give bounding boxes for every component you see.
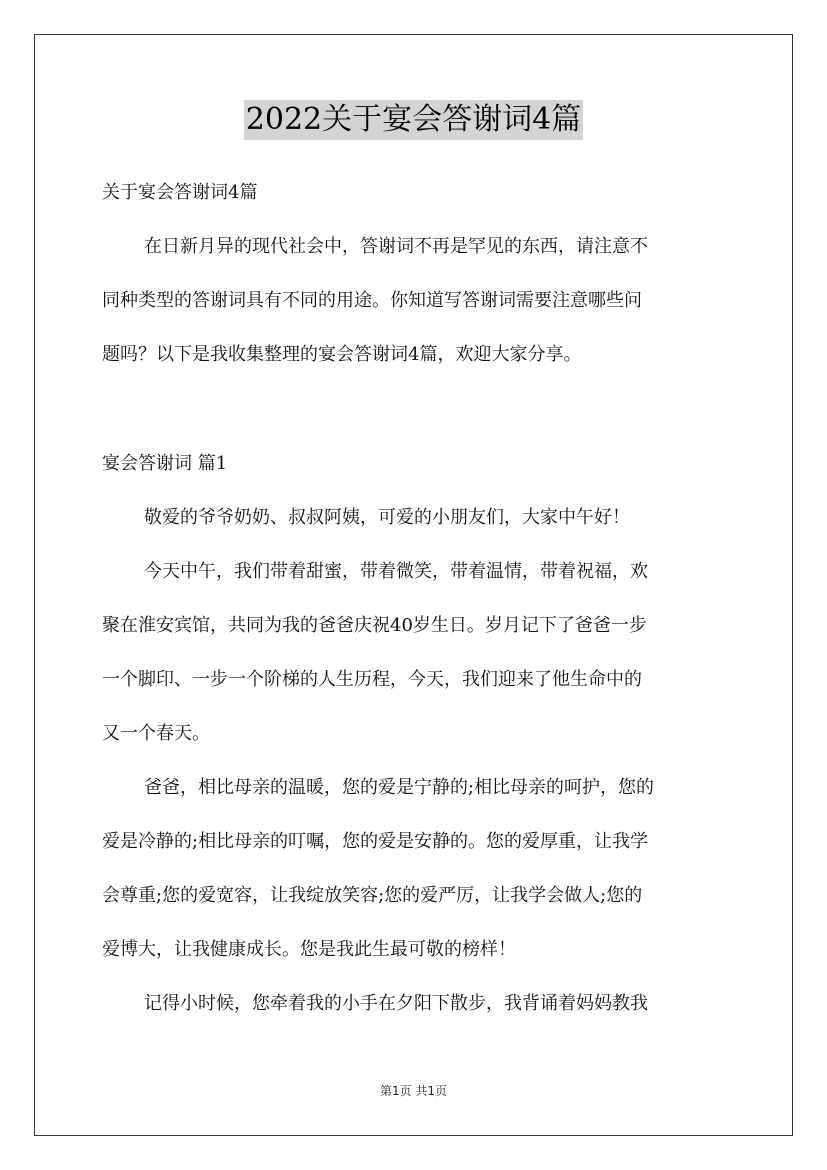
document-body <box>102 166 728 220</box>
greeting: 敬爱的爷爷奶奶、叔叔阿姨，可爱的小朋友们，大家中午好！ <box>144 507 630 528</box>
title-block <box>0 100 827 140</box>
section-heading: 宴会答谢词 篇1 <box>102 453 228 474</box>
intro-line: 题吗？以下是我收集整理的宴会答谢词4篇，欢迎大家分享。 <box>102 344 582 365</box>
paragraph-line: 又一个春天。 <box>102 723 210 744</box>
document-title: 2022关于宴会答谢词4篇 <box>244 100 583 140</box>
paragraph-line: 一个脚印、一步一个阶梯的人生历程，今天，我们迎来了他生命中的 <box>102 669 642 690</box>
paragraph-2 <box>102 761 728 977</box>
intro-line: 在日新月异的现代社会中，答谢词不再是罕见的东西，请注意不 <box>144 236 648 257</box>
intro-paragraph <box>102 220 728 382</box>
paragraph-line: 爱博大，让我健康成长。您是我此生最可敬的榜样！ <box>102 939 516 960</box>
paragraph-line: 爱是冷静的;相比母亲的叮嘱，您的爱是安静的。您的爱厚重，让我学 <box>102 831 649 852</box>
page-footer: 第1页 共1页 <box>379 1084 448 1098</box>
paragraph-1 <box>102 545 728 761</box>
paragraph-line: 今天中午，我们带着甜蜜，带着微笑，带着温情，带着祝福，欢 <box>144 561 648 582</box>
subtitle: 关于宴会答谢词4篇 <box>102 182 258 203</box>
paragraph-line: 记得小时候，您牵着我的小手在夕阳下散步，我背诵着妈妈教我 <box>144 993 648 1014</box>
paragraph-line: 聚在淮安宾馆，共同为我的爸爸庆祝40岁生日。岁月记下了爸爸一步 <box>102 615 647 636</box>
section <box>102 437 728 545</box>
paragraph-3 <box>102 977 728 1031</box>
paragraph-line: 会尊重;您的爱宽容，让我绽放笑容;您的爱严厉，让我学会做人;您的 <box>102 885 643 906</box>
intro-line: 同种类型的答谢词具有不同的用途。你知道写答谢词需要注意哪些问 <box>102 290 642 311</box>
paragraph-line: 爸爸，相比母亲的温暖，您的爱是宁静的;相比母亲的呵护，您的 <box>144 777 655 798</box>
